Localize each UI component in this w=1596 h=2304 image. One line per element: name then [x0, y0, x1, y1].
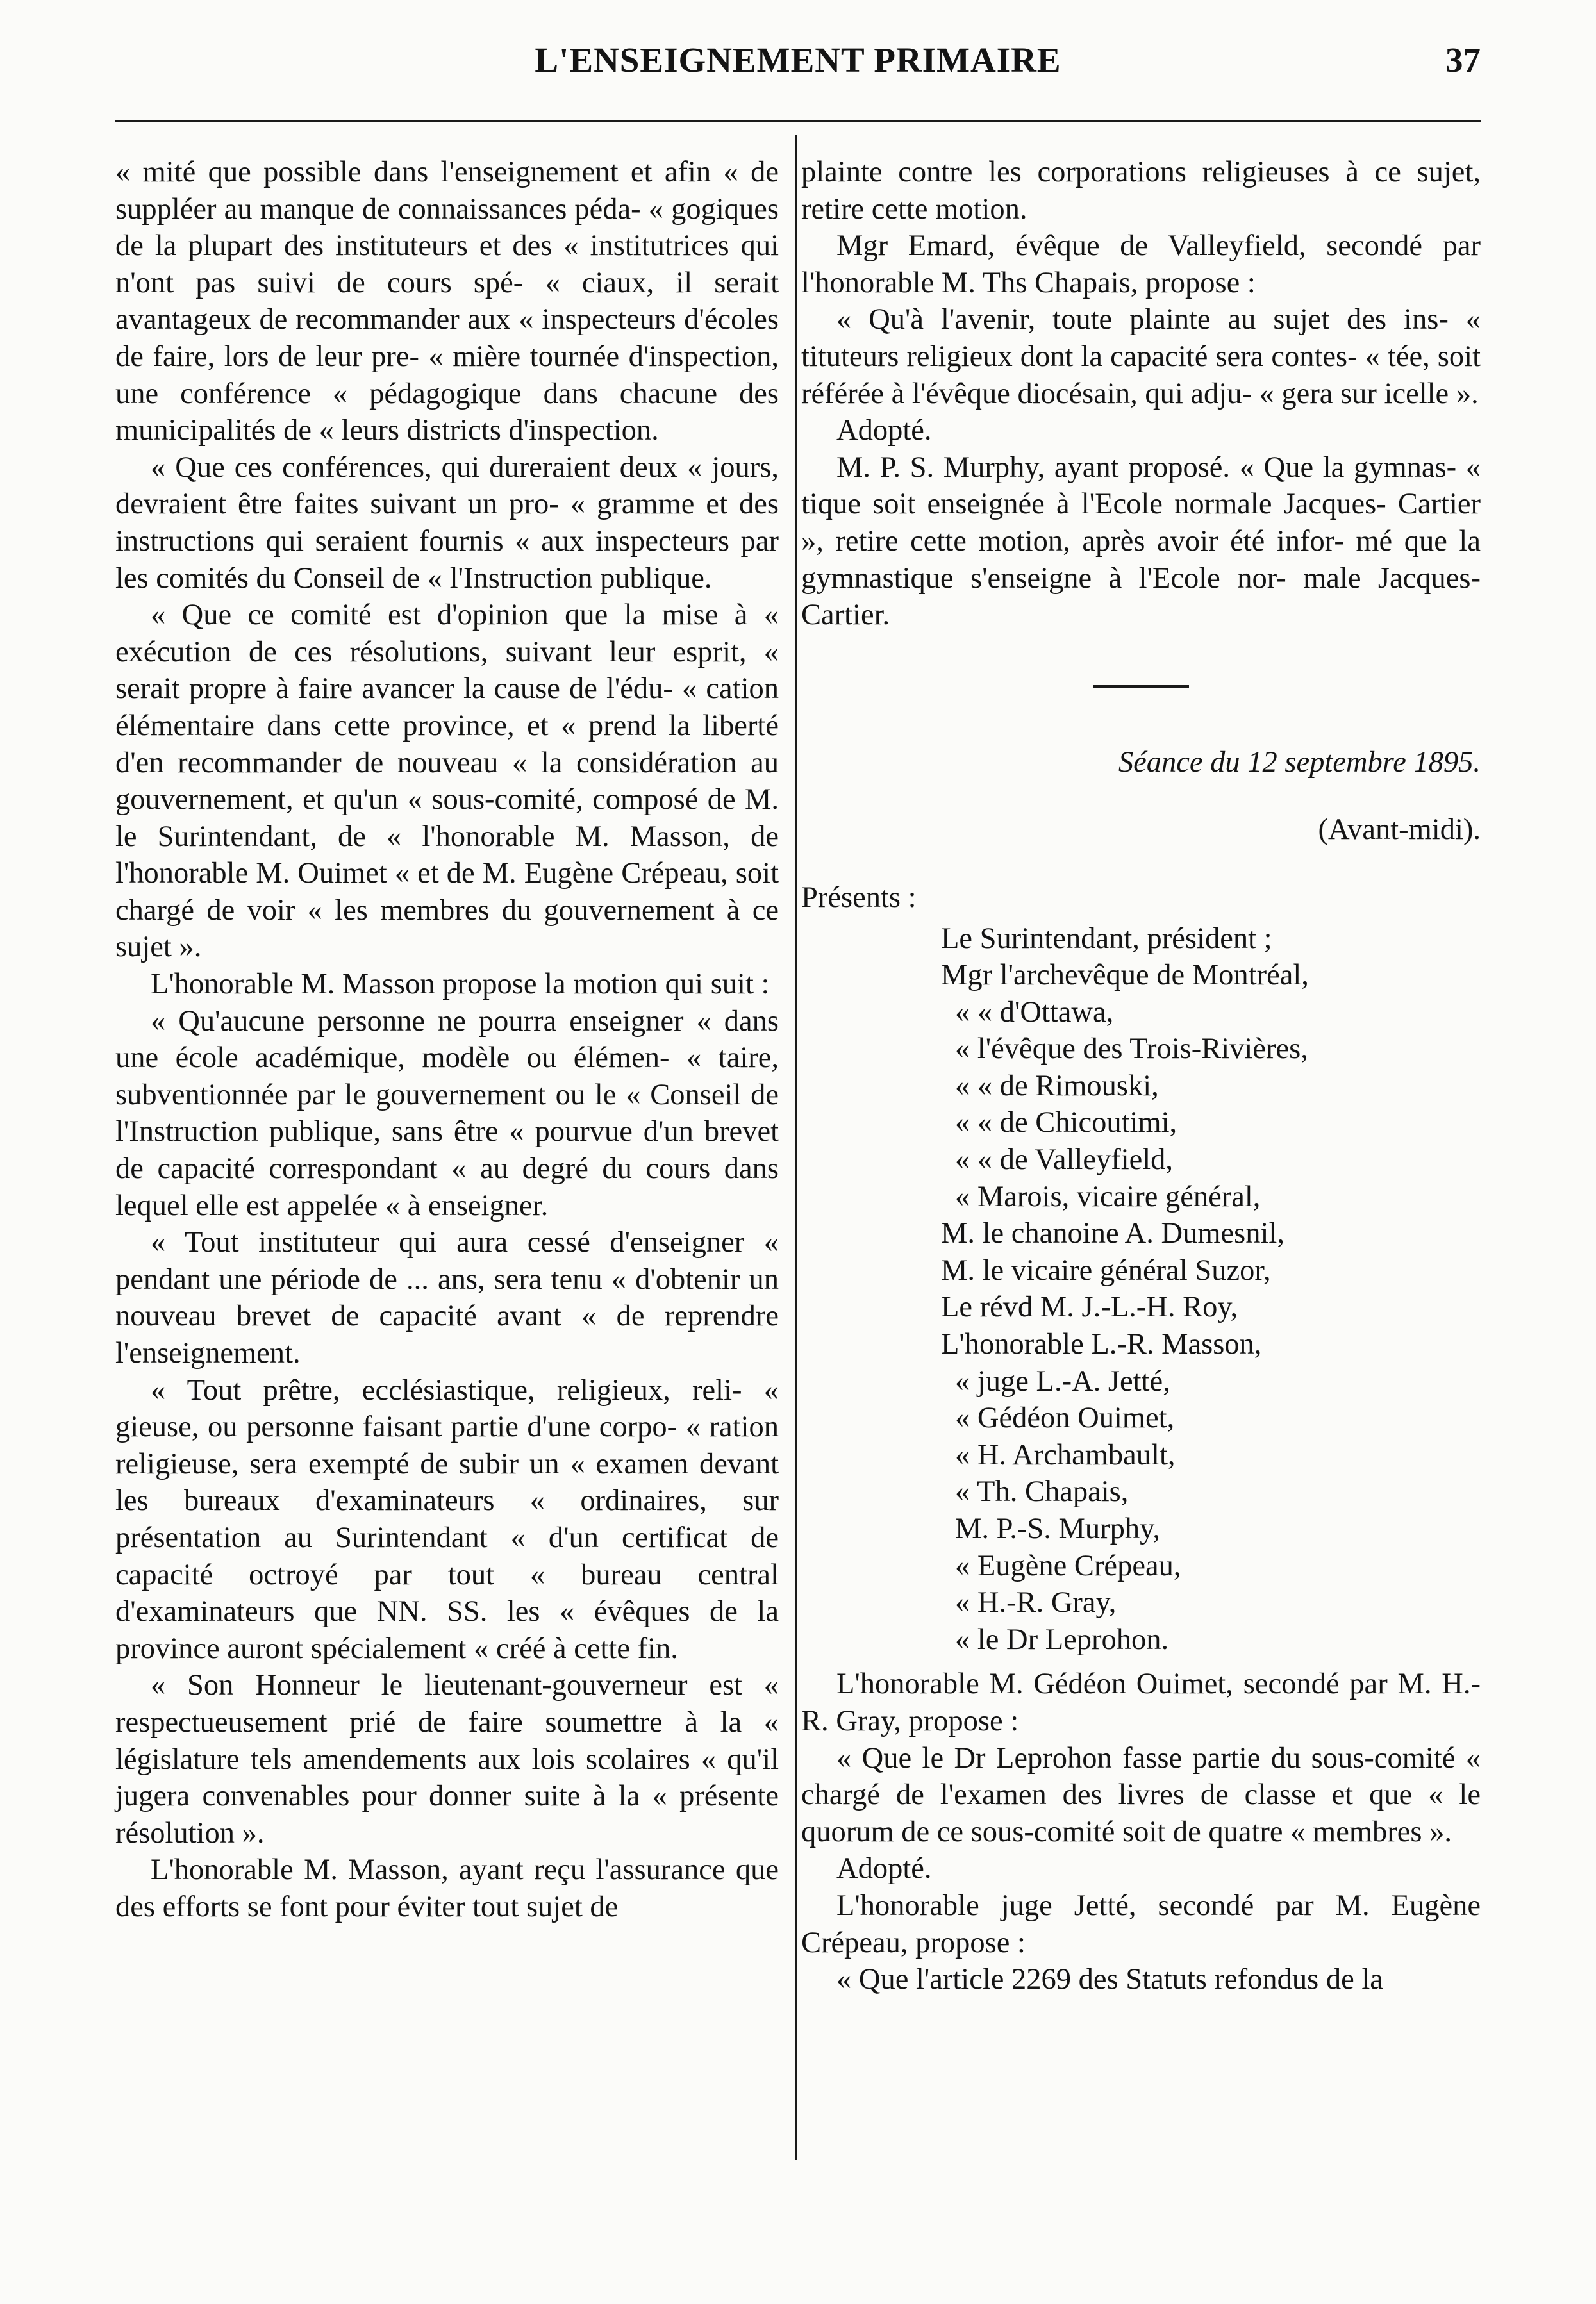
paragraph: plainte contre les corporations religieuses à ce sujet, retire cette motion. — [801, 156, 1481, 226]
attendee: « Th. Chapais, — [955, 1475, 1129, 1509]
attendee: « H.-R. Gray, — [955, 1586, 1117, 1620]
session-period: (Avant-midi). — [1318, 813, 1481, 847]
page-number: 37 — [1445, 40, 1481, 79]
paragraph: « Son Honneur le lieutenant-gouverneur est « respectueusement prié de faire soumettre à la « législature tels amendements aux lois scolaires « qu'il jugera convenables pour donner suite à la « présente résolution ». — [115, 1669, 779, 1850]
right-column — [801, 154, 1481, 1998]
paragraph: « Qu'aucune personne ne pourra enseigner « dans une école académique, modèle ou élémen- « taire, subventionnée par le gouvernement ou le « Conseil de l'Instruction publique, sans être « pourvue d'un brevet de capacité correspondant « au degré du cours dans lequel elle est appelée « à enseigner. — [115, 1004, 779, 1222]
header-rule — [115, 120, 1481, 122]
attendee: M. le vicaire général Suzor, — [941, 1254, 1271, 1287]
attendee: « Marois, vicaire général, — [955, 1180, 1261, 1213]
attendee: Le Surintendant, président ; — [941, 922, 1272, 955]
paragraph: « Qu'à l'avenir, toute plainte au sujet des ins- « tituteurs religieux dont la capacité sera contes- « tée, soit référée à l'évêque diocésain, qui adju- « gera sur icelle ». — [801, 303, 1481, 410]
session-date: Séance du 12 septembre 1895. — [1118, 745, 1481, 779]
attendee: Le révd M. J.-L.-H. Roy, — [941, 1291, 1238, 1324]
paragraph: « Que ce comité est d'opinion que la mise à « exécution de ces résolutions, suivant leur esprit, « serait propre à faire avancer la cause de l'édu- « cation élémentaire dans cette province, et « prend la liberté d'en recommander de nouveau « la considération au gouvernement, et qu'un « sous-comité, composé de M. le Surintendant, de « l'honorable M. Masson, de l'honorable M. Ouimet « et de M. Eugène Crépeau, soit chargé de voir « les membres du gouvernement à ce sujet ». — [115, 599, 779, 964]
paragraph: « Que l'article 2269 des Statuts refondus de la — [836, 1963, 1383, 1996]
paragraph: L'honorable M. Masson propose la motion qui suit : — [151, 968, 770, 1001]
attendee: « « de Valleyfield, — [955, 1143, 1174, 1177]
attendee: « « de Chicoutimi, — [955, 1106, 1177, 1140]
paragraph: « mité que possible dans l'enseignement et afin « de suppléer au manque de connaissances péda- « gogiques de la plupart des instituteurs et des « institutrices qui n'ont pas suivi de cours spé- « ciaux, il serait avantageux de recommander aux « inspecteurs d'écoles de faire, lors de leur pre- « mière tournée d'inspection, une conférence « pédagogique dans chacune des municipalités de « leurs districts d'inspection. — [115, 156, 779, 447]
attendee: L'honorable L.-R. Masson, — [941, 1328, 1262, 1361]
attendee: Mgr l'archevêque de Montréal, — [941, 959, 1309, 992]
attendee: « « de Rimouski, — [955, 1069, 1159, 1102]
present-label: Présents : — [801, 881, 917, 914]
section-divider — [1093, 685, 1189, 688]
page-title: L'ENSEIGNEMENT PRIMAIRE — [535, 40, 1061, 79]
column-divider — [795, 135, 797, 2160]
paragraph: « Tout instituteur qui aura cessé d'enseigner « pendant une période de ... ans, sera tenu « d'obtenir un nouveau brevet de capacité avant « de reprendre l'enseignement. — [115, 1226, 779, 1370]
paragraph: Mgr Emard, évêque de Valleyfield, secondé par l'honorable M. Ths Chapais, propose : — [801, 229, 1481, 299]
paragraph: M. P. S. Murphy, ayant proposé. « Que la gymnas- « tique soit enseignée à l'Ecole normale Jacques- Cartier », retire cette motion, après avoir été infor- mé que la gymnastique s'enseigne à l'Ecole nor- male Jacques-Cartier. — [801, 451, 1481, 632]
attendee: « l'évêque des Trois-Rivières, — [955, 1032, 1308, 1066]
paragraph: Adopté. — [836, 1852, 932, 1885]
attendee-list — [801, 920, 1481, 1659]
paragraph: Adopté. — [836, 414, 932, 447]
paragraph: L'honorable juge Jetté, secondé par M. Eugène Crépeau, propose : — [801, 1889, 1481, 1959]
paragraph: « Que ces conférences, qui dureraient deux « jours, devraient être faites suivant un pro- « gramme et des instructions qui seraient fournis « aux inspecteurs par les comités du Conseil de « l'Instruction publique. — [115, 451, 779, 595]
attendee: M. P.-S. Murphy, — [955, 1513, 1160, 1545]
attendee: « Gédéon Ouimet, — [955, 1402, 1175, 1435]
paragraph: « Que le Dr Leprohon fasse partie du sous-comité « chargé de l'examen des livres de classe et que « le quorum de ce sous-comité soit de quatre « membres ». — [801, 1741, 1481, 1848]
attendee: « Eugène Crépeau, — [955, 1549, 1181, 1582]
attendee: « juge L.-A. Jetté, — [955, 1364, 1170, 1398]
left-column — [115, 154, 779, 1926]
paragraph: « Tout prêtre, ecclésiastique, religieux, reli- « gieuse, ou personne faisant partie d'une corpo- « ration religieuse, sera exempté de subir un « examen devant les bureaux d'examinateurs « ordinaires, sur présentation au Surintendant « d'un certificat de capacité octroyé par tout « bureau central d'examinateurs que NN. SS. les « évêques de la province auront spécialement « créé à cette fin. — [115, 1373, 779, 1665]
attendee: M. le chanoine A. Dumesnil, — [941, 1217, 1284, 1250]
attendee: « H. Archambault, — [955, 1438, 1176, 1471]
paragraph: L'honorable M. Gédéon Ouimet, secondé par M. H.-R. Gray, propose : — [801, 1668, 1481, 1737]
paragraph: L'honorable M. Masson, ayant reçu l'assurance que des efforts se font pour éviter tout sujet de — [115, 1853, 779, 1923]
attendee: « « d'Ottawa, — [955, 995, 1114, 1029]
attendee: « le Dr Leprohon. — [955, 1623, 1169, 1656]
